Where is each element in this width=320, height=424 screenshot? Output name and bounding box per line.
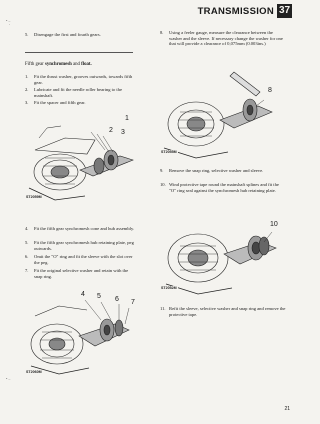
step-number: 5.: [25, 240, 29, 245]
callout-label: 7: [131, 299, 135, 306]
step-number: 3.: [25, 100, 29, 105]
callout-label: 6: [115, 296, 119, 303]
step-text: Fit the original selective washer and retain with the snap ring.: [34, 268, 129, 279]
page-number: 21: [284, 406, 290, 412]
step-text: Lubricate and fit the needle roller bearing to the mainshaft.: [34, 87, 123, 98]
section-heading: Fifth gear synchromesh and float.: [25, 62, 92, 67]
gear-assembly-illustration: [25, 110, 143, 204]
section-number-badge: 37: [278, 5, 291, 16]
step-number: 4.: [25, 226, 29, 231]
step-number: 9.: [160, 168, 164, 173]
callout-label: 8: [268, 87, 272, 94]
callout-label: 5: [97, 293, 101, 300]
figure-code: ST2059M: [26, 195, 42, 199]
step-text: Remove the snap ring, selective washer and sleeve.: [169, 168, 264, 173]
step-text: Fit the thrust washer, grooves outwards, towards fifth gear.: [34, 74, 133, 85]
step-number: 10.: [160, 182, 166, 187]
figure-gear-assembly-2: [25, 280, 143, 378]
step-item: [160, 182, 286, 193]
step-number: 8.: [160, 30, 164, 35]
step-text: Fit the spacer and fifth gear.: [34, 100, 86, 105]
step-number: 2.: [25, 87, 29, 92]
step-text: Using a feeler gauge, measure the clearance between the washer and the sleeve. If necessary change the washer for one that will provide a clearance of 0,075mm (0.003ins.): [169, 30, 283, 47]
step-text: Fit the fifth gear synchromesh hub retaining plate, peg outwards.: [34, 240, 134, 251]
step-item: [25, 87, 137, 98]
margin-mark: • –: [6, 376, 11, 381]
feeler-gauge-illustration: [160, 66, 286, 160]
step-text: Omit the "O" ring and fit the sleeve with the slot over the peg.: [34, 254, 133, 265]
step-item: [25, 254, 137, 265]
step-item: [25, 268, 137, 279]
callout-label: 1: [125, 115, 129, 122]
step-item: [25, 100, 137, 106]
figure-code: ST2060M: [26, 370, 42, 374]
section-title: TRANSMISSION: [197, 6, 274, 17]
step-item: [160, 30, 286, 47]
step-item: [25, 240, 137, 251]
figure-o-ring-seal: [160, 206, 286, 296]
step-text: Fit the fifth gear synchromesh cone and hub assembly.: [34, 226, 135, 231]
figure-code: ST2052M: [161, 286, 177, 290]
step-text: Refit the sleeve, selective washer and snap ring and remove the protective tape.: [169, 306, 286, 317]
figure-feeler-gauge: [160, 66, 286, 160]
step-text: Wind protective tape round the mainshaft splines and fit the "O" ring seal against the synchromesh hub retaining plate.: [169, 182, 279, 193]
step-item: [160, 306, 286, 317]
callout-label: 3: [121, 129, 125, 136]
o-ring-seal-illustration: [160, 206, 286, 296]
step-item: [25, 226, 137, 232]
step-text: Disengage the first and fourth gears.: [34, 32, 101, 37]
step-item: [160, 168, 286, 174]
step-number: 5.: [25, 32, 29, 37]
callout-label: 2: [109, 127, 113, 134]
step-item: [25, 32, 143, 38]
step-number: 6.: [25, 254, 29, 259]
right-column: [160, 0, 288, 424]
figure-code: ST2055M: [161, 150, 177, 154]
margin-mark: ': [9, 23, 10, 28]
callout-label: 4: [81, 291, 85, 298]
figure-gear-assembly-1: [25, 110, 143, 204]
margin-mark: • –: [6, 18, 11, 23]
left-column: [25, 0, 143, 424]
callout-label: 10: [270, 221, 278, 228]
section-divider: [25, 52, 133, 53]
step-number: 1.: [25, 74, 29, 79]
step-item: [25, 74, 137, 85]
step-number: 7.: [25, 268, 29, 273]
step-number: 11.: [160, 306, 166, 311]
